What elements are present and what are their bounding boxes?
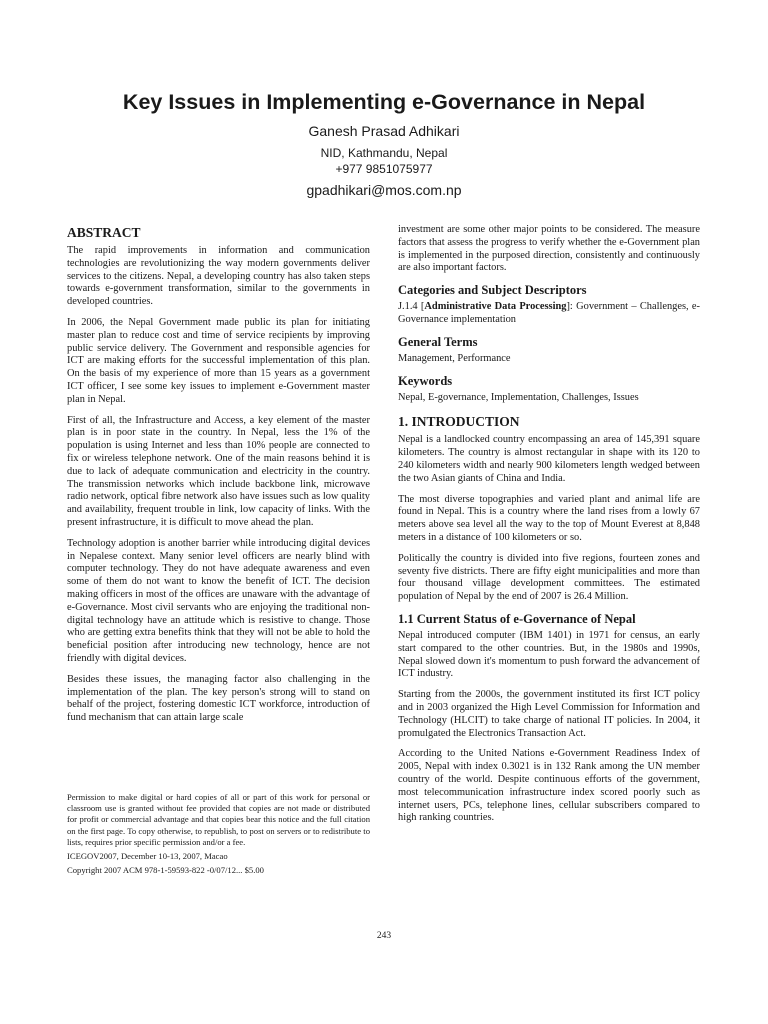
general-terms-text: Management, Performance [398,352,511,364]
abstract-heading: ABSTRACT [67,225,141,240]
abstract-paragraph: In 2006, the Nepal Government made public its plan for initiating master plan to reduce cost and time of service recipients by improving public service delivery. The Government and responsible agencies for ICT are making efforts for the successful implementation of this plan. On the basis of my experience of more than 15 years as a government ICT officer, I see some key issues to implement e-Government master plan in Nepal. [67,316,370,405]
intro-paragraph: Politically the country is divided into five regions, fourteen zones and seventy five districts. There are fifty eight municipalities and more than four thousand village development committees. The estimated population of Nepal by the end of 2007 is 26.4 Million. [398,552,700,603]
intro-paragraph: Nepal is a landlocked country encompassing an area of 145,391 square kilometers. The country is almost rectangular in shape with its 120 to 240 kilometers width and nearly 900 kilometers length wedged between the two Asian giants of China and India. [398,434,700,484]
author-affiliation: NID, Kathmandu, Nepal [320,146,448,160]
right-column [398,224,700,833]
abstract-paragraph: Besides these issues, the managing factor also challenging in the implementation of the plan. The key person's strong will to stand on behalf of the project, fostering domestic ICT workforce, introduction of fund mechanism that can attain large scale [67,673,370,724]
status-paragraph: According to the United Nations e-Government Readiness Index of 2005, Nepal with index 0.3021 is in 132 Rank among the UN member country of the world. Despite continuous efforts of the government, most telecommunication infrastructure index scored poorly such as internet users, PCs, telephone lines, cellular subscribers compared to high ranking countries. [398,748,700,824]
abstract-continuation: investment are some other major points to be considered. The measure factors that assess the progress to verify whether the e-Government plan is implemented in the purposed direction, consistently and continuously are also important factors. [398,224,700,274]
category-bold: Administrative Data Processing [424,301,567,313]
conference-info: ICEGOV2007, December 10-13, 2007, Macao [67,851,228,862]
status-heading: 1.1 Current Status of e-Governance of Nepal [398,611,636,626]
left-column [67,225,370,733]
copyright-info: Copyright 2007 ACM 978-1-59593-822 -0/07/12... $5.00 [67,865,264,876]
category-code: J.1.4 [ [398,301,425,313]
keywords-text: Nepal, E-governance, Implementation, Challenges, Issues [398,391,639,403]
author-name: Ganesh Prasad Adhikari [308,123,460,139]
author-phone: +977 9851075977 [335,162,433,176]
status-paragraph: Nepal introduced computer (IBM 1401) in 1971 for census, an early start compared to the other countries. But, in the 1980s and 1990s, Nepal slowed down it's momentum to push forward the advancement of ICT industry. [398,629,700,680]
page-number: 243 [376,931,392,941]
abstract-paragraph: The rapid improvements in information and communication technologies are revolutionizing the way modern governments deliver services to the citizens. Nepal, a developing country has also taken steps towards e-government transformation, similar to the governments in developed countries. [67,245,370,308]
abstract-paragraph: First of all, the Infrastructure and Access, a key element of the master plan is in poor state in the country. In Nepal, less the 1% of the population is using Internet and less than 10% people are connected to fix or wireless telephone network. One of the main reasons behind it is due to lack of adequate communication and electricity in the country. The transmission networks which include backbone link, microwave radio network, optical fibre network also have issues such as low quality and availability, frequent trouble in link, low capacity of links. With the present infrastructure, it is difficult to move ahead the plan. [67,414,370,528]
category-rest: ]: Government – Challenges, e-Governance implementation [398,301,701,325]
author-email: gpadhikari@mos.com.np [306,182,462,198]
permission-text: Permission to make digital or hard copies of all or part of this work for personal or classroom use is granted without fee provided that copies are not made or distributed for profit or commercial advantage and that copies bear this notice and the full citation on the first page. To copy otherwise, to republish, to post on servers or to redistribute to lists, requires prior specific permission and/or a fee. [67,792,370,847]
introduction-heading: 1. INTRODUCTION [398,414,520,430]
intro-paragraph: The most diverse topographies and varied plant and animal life are found in Nepal. This is a country where the land rises from a lowly 67 meters above sea level all the way to the top of Mount Everest at 8,848 meters in a distance of 100 kilometers or so. [398,493,700,543]
categories-text [398,301,700,327]
status-paragraph: Starting from the 2000s, the government instituted its first ICT policy and in 2003 organized the High Level Commission for Information and Technology (HLCIT) to take charge of national IT policies. In 2004, it promulgated the Electronics Transaction Act. [398,689,700,739]
general-terms-heading: General Terms [398,334,478,349]
keywords-heading: Keywords [398,373,453,388]
permission-footnote [67,792,370,879]
paper-title: Key Issues in Implementing e-Governance in Nepal [122,90,646,114]
abstract-paragraph: Technology adoption is another barrier while introducing digital devices in Nepalese context. Many senior level officers are nearly blind with computer technology. They do not have adequate awareness and even some of them do not want to know the benefit of ICT. The decision making officers in most of the offices are unaware with the advantage of e-Governance. Most civil servants who are enjoying the traditional non-digital technology have an attitude which is resistive to change. Those who are getting extra benefits think that they will not be able to hold the beneficial position after introducing new technology, hence are not friendly with digital devices. [67,537,370,664]
categories-heading: Categories and Subject Descriptors [398,283,587,298]
